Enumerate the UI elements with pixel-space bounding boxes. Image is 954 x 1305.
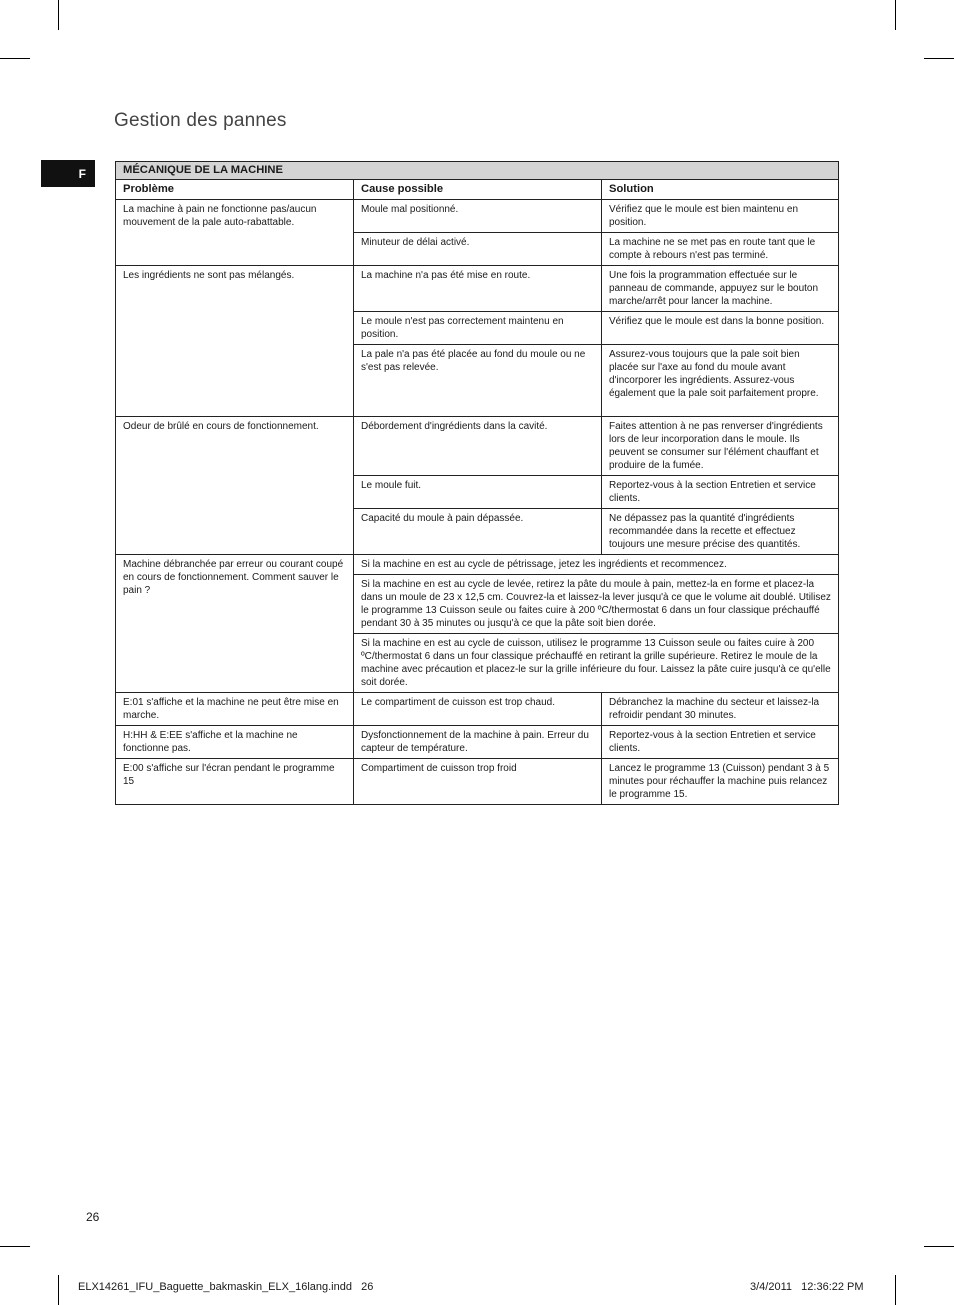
crop-mark-bottom-right-v	[895, 1275, 896, 1305]
crop-mark-bottom-left-h	[0, 1246, 30, 1247]
cause-cell: Le moule n'est pas correctement maintenu en position.	[354, 312, 602, 345]
table-row	[116, 759, 839, 805]
cause-cell: Capacité du moule à pain dépassée.	[354, 509, 602, 555]
problem-cell: E:01 s'affiche et la machine ne peut être mise en marche.	[116, 693, 354, 726]
problem-cell: La machine à pain ne fonctionne pas/aucun mouvement de la pale auto-rabattable.	[116, 200, 354, 266]
cause-cell: Compartiment de cuisson trop froid	[354, 759, 602, 805]
solution-cell: Faites attention à ne pas renverser d'ingrédients lors de leur incorporation dans le moule. Ils peuvent se consumer sur l'élément chauffant et produire de la fumée.	[602, 417, 839, 476]
cause-cell: La pale n'a pas été placée au fond du moule ou ne s'est pas relevée.	[354, 345, 602, 417]
crop-mark-top-right-v	[895, 0, 896, 30]
column-header-row	[116, 180, 839, 200]
footer-timestamp: 3/4/2011 12:36:22 PM	[750, 1281, 864, 1293]
solution-cell: Vérifiez que le moule est dans la bonne position.	[602, 312, 839, 345]
cause-cell: Dysfonctionnement de la machine à pain. Erreur du capteur de température.	[354, 726, 602, 759]
solution-cell: La machine ne se met pas en route tant que le compte à rebours n'est pas terminé.	[602, 233, 839, 266]
header-problem: Problème	[116, 180, 354, 200]
solution-cell: Assurez-vous toujours que la pale soit bien placée sur l'axe au fond du moule avant d'incorporer les ingrédients. Assurez-vous également que la pale soit parfaitement propre.	[602, 345, 839, 417]
problem-cell: H:HH & E:EE s'affiche et la machine ne fonctionne pas.	[116, 726, 354, 759]
solution-cell: Reportez-vous à la section Entretien et service clients.	[602, 476, 839, 509]
solution-cell: Lancez le programme 13 (Cuisson) pendant 3 à 5 minutes pour réchauffer la machine puis relancez le programme 15.	[602, 759, 839, 805]
page-title: Gestion des pannes	[114, 110, 287, 131]
table-row	[116, 555, 839, 575]
table-row	[116, 726, 839, 759]
solution-cell: Vérifiez que le moule est bien maintenu en position.	[602, 200, 839, 233]
crop-mark-top-left-v	[58, 0, 59, 30]
cause-cell: Minuteur de délai activé.	[354, 233, 602, 266]
solution-cell: Une fois la programmation effectuée sur le panneau de commande, appuyez sur le bouton marche/arrêt pour lancer la machine.	[602, 266, 839, 312]
language-tab: F	[41, 160, 95, 187]
page-number: 26	[86, 1210, 100, 1224]
solution-cell: Ne dépassez pas la quantité d'ingrédients recommandée dans la recette et effectuez toujours une mesure précise des quantités.	[602, 509, 839, 555]
problem-cell: E:00 s'affiche sur l'écran pendant le programme 15	[116, 759, 354, 805]
table-row	[116, 200, 839, 233]
cause-cell: Débordement d'ingrédients dans la cavité.	[354, 417, 602, 476]
cause-cell: La machine n'a pas été mise en route.	[354, 266, 602, 312]
crop-mark-top-left-h	[0, 58, 30, 59]
footer-filename: ELX14261_IFU_Baguette_bakmaskin_ELX_16lang.indd 26	[78, 1281, 374, 1293]
merged-solution-cell: Si la machine en est au cycle de cuisson, utilisez le programme 13 Cuisson seule ou faites cuire à 200 ºC/thermostat 6 dans un four classique préchauffé en retirant la grille supérieure. Retirez le moule de la machine avec précaution et placez-le sur la grille inférieure du four. Laissez la pâte cuire jusqu'à ce qu'elle soit dorée.	[354, 634, 839, 693]
header-solution: Solution	[602, 180, 839, 200]
crop-mark-top-right-h	[924, 58, 954, 59]
section-title: MÉCANIQUE DE LA MACHINE	[116, 162, 839, 180]
section-header-row	[116, 162, 839, 180]
problem-cell: Machine débranchée par erreur ou courant coupé en cours de fonctionnement. Comment sauver le pain ?	[116, 555, 354, 693]
crop-mark-bottom-left-v	[58, 1275, 59, 1305]
table-row	[116, 693, 839, 726]
cause-cell: Le moule fuit.	[354, 476, 602, 509]
table-row	[116, 417, 839, 476]
header-cause: Cause possible	[354, 180, 602, 200]
table-row	[116, 266, 839, 312]
merged-solution-cell: Si la machine en est au cycle de levée, retirez la pâte du moule à pain, mettez-la en forme et placez-la dans un moule de 23 x 12,5 cm. Couvrez-la et laissez-la lever jusqu'à ce que le volume ait doublé. Utilisez le programme 13 Cuisson seule ou faites cuire à 200 ºC/thermostat 6 dans un four classique préchauffé pendant 30 à 35 minutes ou jusqu'à ce que la pâte soit bien dorée.	[354, 575, 839, 634]
troubleshooting-table	[115, 161, 839, 805]
cause-cell: Le compartiment de cuisson est trop chaud.	[354, 693, 602, 726]
solution-cell: Reportez-vous à la section Entretien et service clients.	[602, 726, 839, 759]
cause-cell: Moule mal positionné.	[354, 200, 602, 233]
solution-cell: Débranchez la machine du secteur et laissez-la refroidir pendant 30 minutes.	[602, 693, 839, 726]
problem-cell: Les ingrédients ne sont pas mélangés.	[116, 266, 354, 417]
crop-mark-bottom-right-h	[924, 1246, 954, 1247]
merged-solution-cell: Si la machine en est au cycle de pétrissage, jetez les ingrédients et recommencez.	[354, 555, 839, 575]
problem-cell: Odeur de brûlé en cours de fonctionnement.	[116, 417, 354, 555]
